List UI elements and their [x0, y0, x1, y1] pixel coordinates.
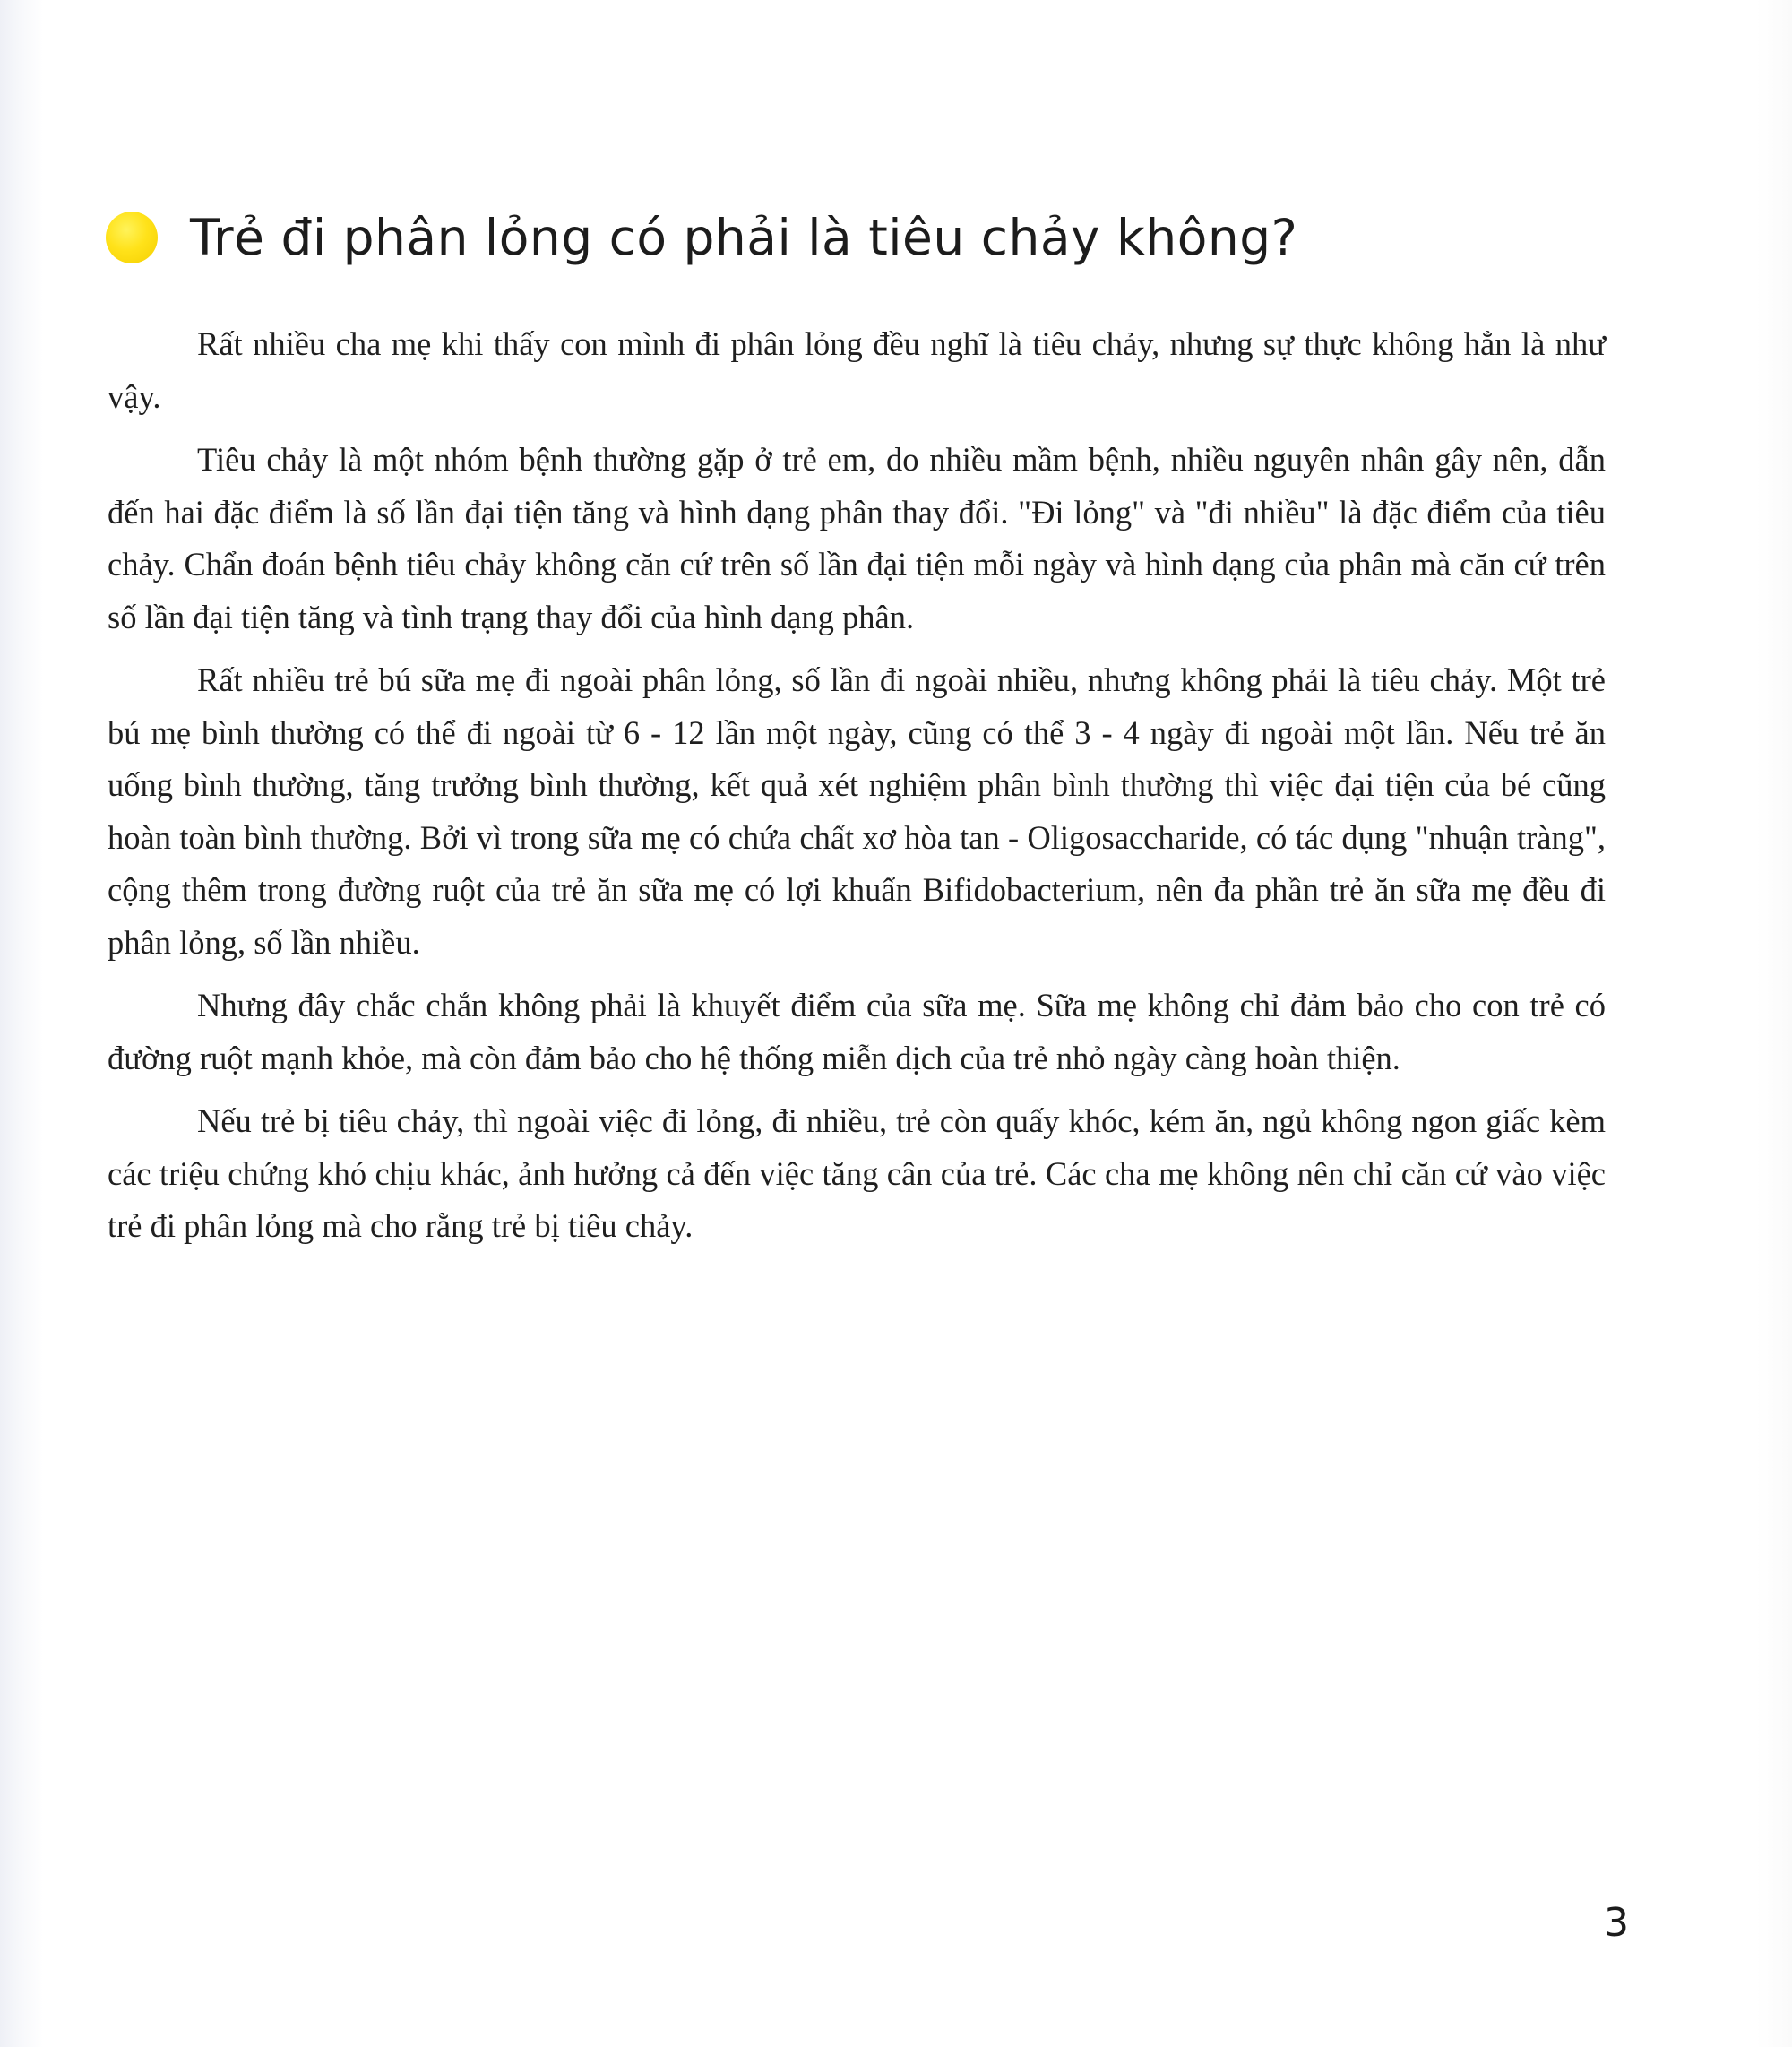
- paragraph-1: Rất nhiều cha mẹ khi thấy con mình đi phân lỏng đều nghĩ là tiêu chảy, nhưng sự thực không hẳn là như vậy.: [108, 325, 1606, 415]
- paragraph-4: Nhưng đây chắc chắn không phải là khuyết điểm của sữa mẹ. Sữa mẹ không chỉ đảm bảo cho con trẻ có đường ruột mạnh khỏe, mà còn đảm bảo cho hệ thống miễn dịch của trẻ nhỏ ngày càng hoàn thiện.: [108, 987, 1606, 1076]
- section-heading: [106, 202, 1297, 273]
- body-text: [108, 318, 1606, 1264]
- paragraph-2: Tiêu chảy là một nhóm bệnh thường gặp ở trẻ em, do nhiều mầm bệnh, nhiều nguyên nhân gây nên, dẫn đến hai đặc điểm là số lần đại tiện tăng và hình dạng phân thay đổi. "Đi lỏng" và "đi nhiều" là đặc điểm của tiêu chảy. Chẩn đoán bệnh tiêu chảy không căn cứ trên số lần đại tiện mỗi ngày và hình dạng của phân mà căn cứ trên số lần đại tiện tăng và tình trạng thay đổi của hình dạng phân.: [108, 441, 1606, 635]
- page-number: 3: [1604, 1900, 1629, 1946]
- paragraph-5: Nếu trẻ bị tiêu chảy, thì ngoài việc đi lỏng, đi nhiều, trẻ còn quấy khóc, kém ăn, ngủ không ngon giấc kèm các triệu chứng khó chịu khác, ảnh hưởng cả đến việc tăng cân của trẻ. Các cha mẹ không nên chỉ căn cứ vào việc trẻ đi phân lỏng mà cho rằng trẻ bị tiêu chảy.: [108, 1102, 1606, 1244]
- yellow-circle-bullet-icon: [106, 212, 158, 263]
- section-title: Trẻ đi phân lỏng có phải là tiêu chảy không?: [190, 209, 1298, 266]
- paragraph-3: Rất nhiều trẻ bú sữa mẹ đi ngoài phân lỏng, số lần đi ngoài nhiều, nhưng không phải là tiêu chảy. Một trẻ bú mẹ bình thường có thể đi ngoài từ 6 - 12 lần một ngày, cũng có thể 3 - 4 ngày đi ngoài một lần. Nếu trẻ ăn uống bình thường, tăng trưởng bình thường, kết quả xét nghiệm phân bình thường thì việc đại tiện của bé cũng hoàn toàn bình thường. Bởi vì trong sữa mẹ có chứa chất xơ hòa tan - Oligosaccharide, có tác dụng "nhuận tràng", cộng thêm trong đường ruột của trẻ ăn sữa mẹ có lợi khuẩn Bifidobacterium, nên đa phần trẻ ăn sữa mẹ đều đi phân lỏng, số lần nhiều.: [108, 661, 1606, 961]
